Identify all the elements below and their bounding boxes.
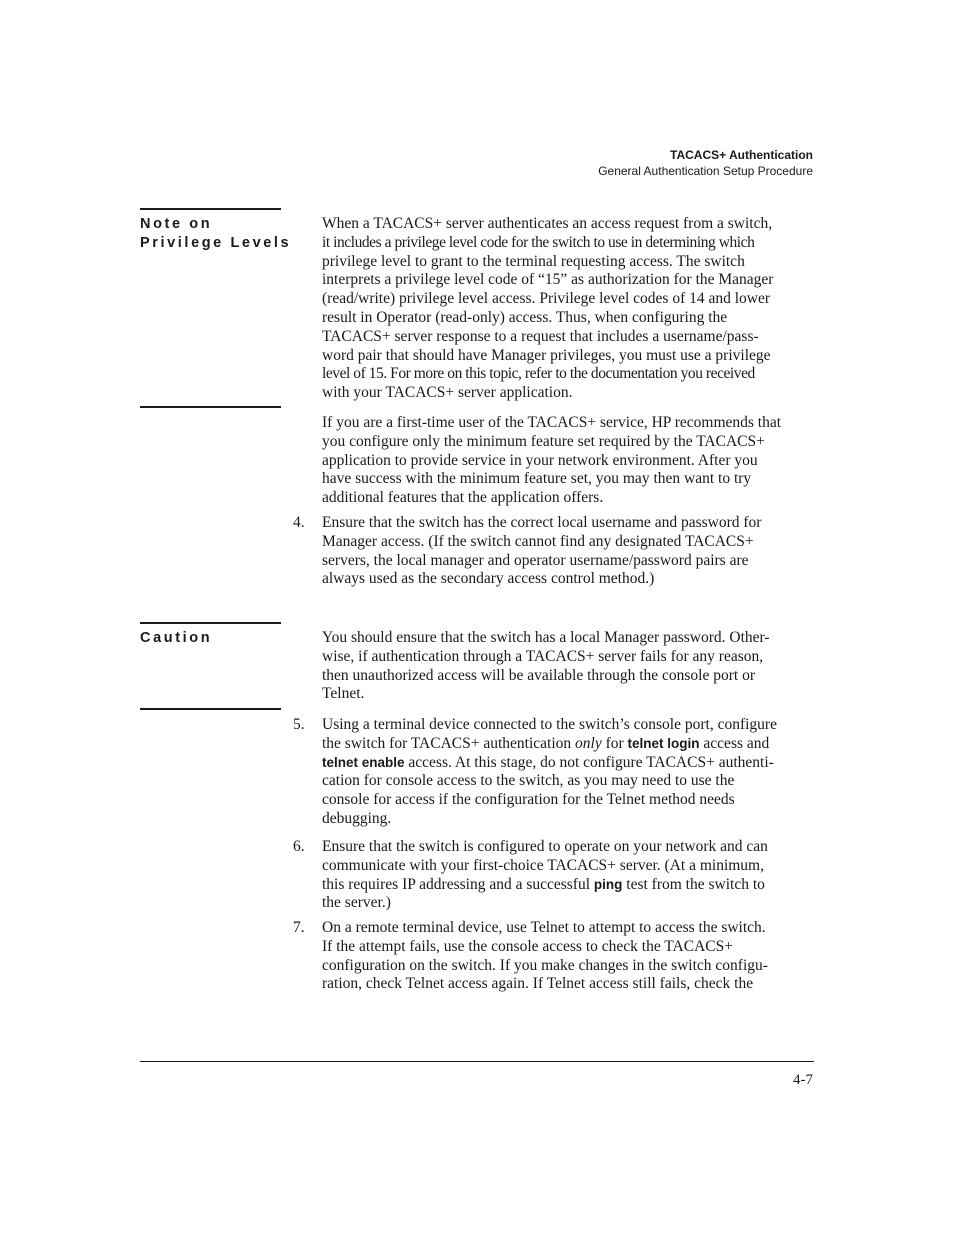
note-line: it includes a privilege level code for the switch to use in determining which	[322, 233, 755, 251]
paragraph-line: additional features that the application offers.	[322, 489, 604, 507]
step-7-text	[322, 919, 814, 994]
caution-body	[322, 629, 814, 704]
command-ping: ping	[593, 876, 623, 892]
step-line	[322, 735, 814, 754]
step-line	[322, 754, 814, 773]
running-header	[598, 147, 813, 179]
step-line: cation for console access to the switch, as you may need to use the	[322, 772, 735, 790]
step-line: Ensure that the switch is configured to operate on your network and can	[322, 838, 768, 855]
step-5-text-part: the switch for TACACS+ authentication	[322, 734, 576, 752]
note-line: (read/write) privilege level access. Privilege level codes of 14 and lower	[322, 290, 771, 308]
paragraph-line: application to provide service in your network environment. After you	[322, 451, 758, 469]
command-telnet-login: telnet login	[627, 735, 700, 751]
note-heading-line1: Note on	[140, 216, 213, 232]
note-line: interprets a privilege level code of “15” as authorization for the Manager	[322, 271, 774, 289]
step-5-text-part: access. At this stage, do not configure TACACS+ authenti-	[404, 753, 774, 771]
caution-line: wise, if authentication through a TACACS+ server fails for any reason,	[322, 647, 764, 665]
step-7-number: 7.	[293, 919, 305, 936]
note-line: When a TACACS+ server authenticates an access request from a switch,	[322, 215, 773, 232]
paragraph-line: have success with the minimum feature set, you may then want to try	[322, 470, 752, 488]
caution-bottom-rule	[140, 708, 281, 710]
step-line: always used as the secondary access control method.)	[322, 570, 655, 588]
step-line: communicate with your first-choice TACACS+ server. (At a minimum,	[322, 856, 764, 874]
command-telnet-enable: telnet enable	[322, 754, 405, 770]
step-6-text-part: test from the switch to	[622, 875, 765, 893]
caution-line: Telnet.	[322, 685, 365, 703]
note-line: level of 15. For more on this topic, refer to the documentation you received	[322, 365, 755, 383]
step-5-number: 5.	[293, 716, 305, 733]
note-bottom-rule	[140, 406, 281, 408]
footer-rule	[140, 1061, 814, 1062]
step-line: servers, the local manager and operator username/password pairs are	[322, 551, 749, 569]
step-line: configuration on the switch. If you make changes in the switch configu-	[322, 956, 768, 974]
step-line: If the attempt fails, use the console access to check the TACACS+	[322, 937, 733, 955]
step-6-text	[322, 838, 814, 913]
caution-top-rule	[140, 622, 281, 624]
paragraph-line: If you are a first-time user of the TACACS+ service, HP recommends that	[322, 414, 782, 431]
caution-line: then unauthorized access will be available through the console port or	[322, 666, 755, 684]
header-section-title: General Authentication Setup Procedure	[598, 164, 813, 178]
caution-heading: Caution	[140, 630, 213, 646]
step-line: debugging.	[322, 809, 392, 827]
step-line: Ensure that the switch has the correct local username and password for	[322, 514, 762, 531]
note-line: word pair that should have Manager privileges, you must use a privilege	[322, 346, 771, 364]
step-5-text-part: access and	[699, 734, 770, 752]
step-4-number: 4.	[293, 514, 305, 531]
note-body	[322, 215, 814, 403]
step-line: On a remote terminal device, use Telnet to attempt to access the switch.	[322, 919, 766, 936]
step-4-text	[322, 514, 814, 589]
firsttime-paragraph	[322, 414, 814, 508]
note-line: result in Operator (read-only) access. Thus, when configuring the	[322, 308, 728, 326]
step-line	[322, 876, 814, 895]
step-6-text-part: this requires IP addressing and a successful	[322, 875, 594, 893]
step-5-text	[322, 716, 814, 829]
step-5-text-part: for	[601, 734, 628, 752]
step-line: the server.)	[322, 894, 391, 912]
note-line: privilege level to grant to the terminal requesting access. The switch	[322, 252, 745, 270]
step-line: console for access if the configuration for the Telnet method needs	[322, 791, 735, 809]
emphasis-only: only	[575, 734, 602, 752]
step-line: ration, check Telnet access again. If Telnet access still fails, check the	[322, 975, 754, 993]
note-line: with your TACACS+ server application.	[322, 384, 573, 402]
note-heading-line2: Privilege Levels	[140, 235, 292, 251]
step-line: Manager access. (If the switch cannot find any designated TACACS+	[322, 532, 754, 550]
header-chapter-title: TACACS+ Authentication	[670, 148, 813, 162]
note-heading	[140, 215, 291, 253]
note-line: TACACS+ server response to a request that includes a username/pass-	[322, 327, 759, 345]
caution-line: You should ensure that the switch has a local Manager password. Other-	[322, 629, 770, 646]
step-line: Using a terminal device connected to the switch’s console port, configure	[322, 716, 777, 733]
paragraph-line: you configure only the minimum feature set required by the TACACS+	[322, 432, 765, 450]
page-number: 4-7	[793, 1072, 813, 1088]
note-top-rule	[140, 208, 281, 210]
step-6-number: 6.	[293, 838, 305, 855]
